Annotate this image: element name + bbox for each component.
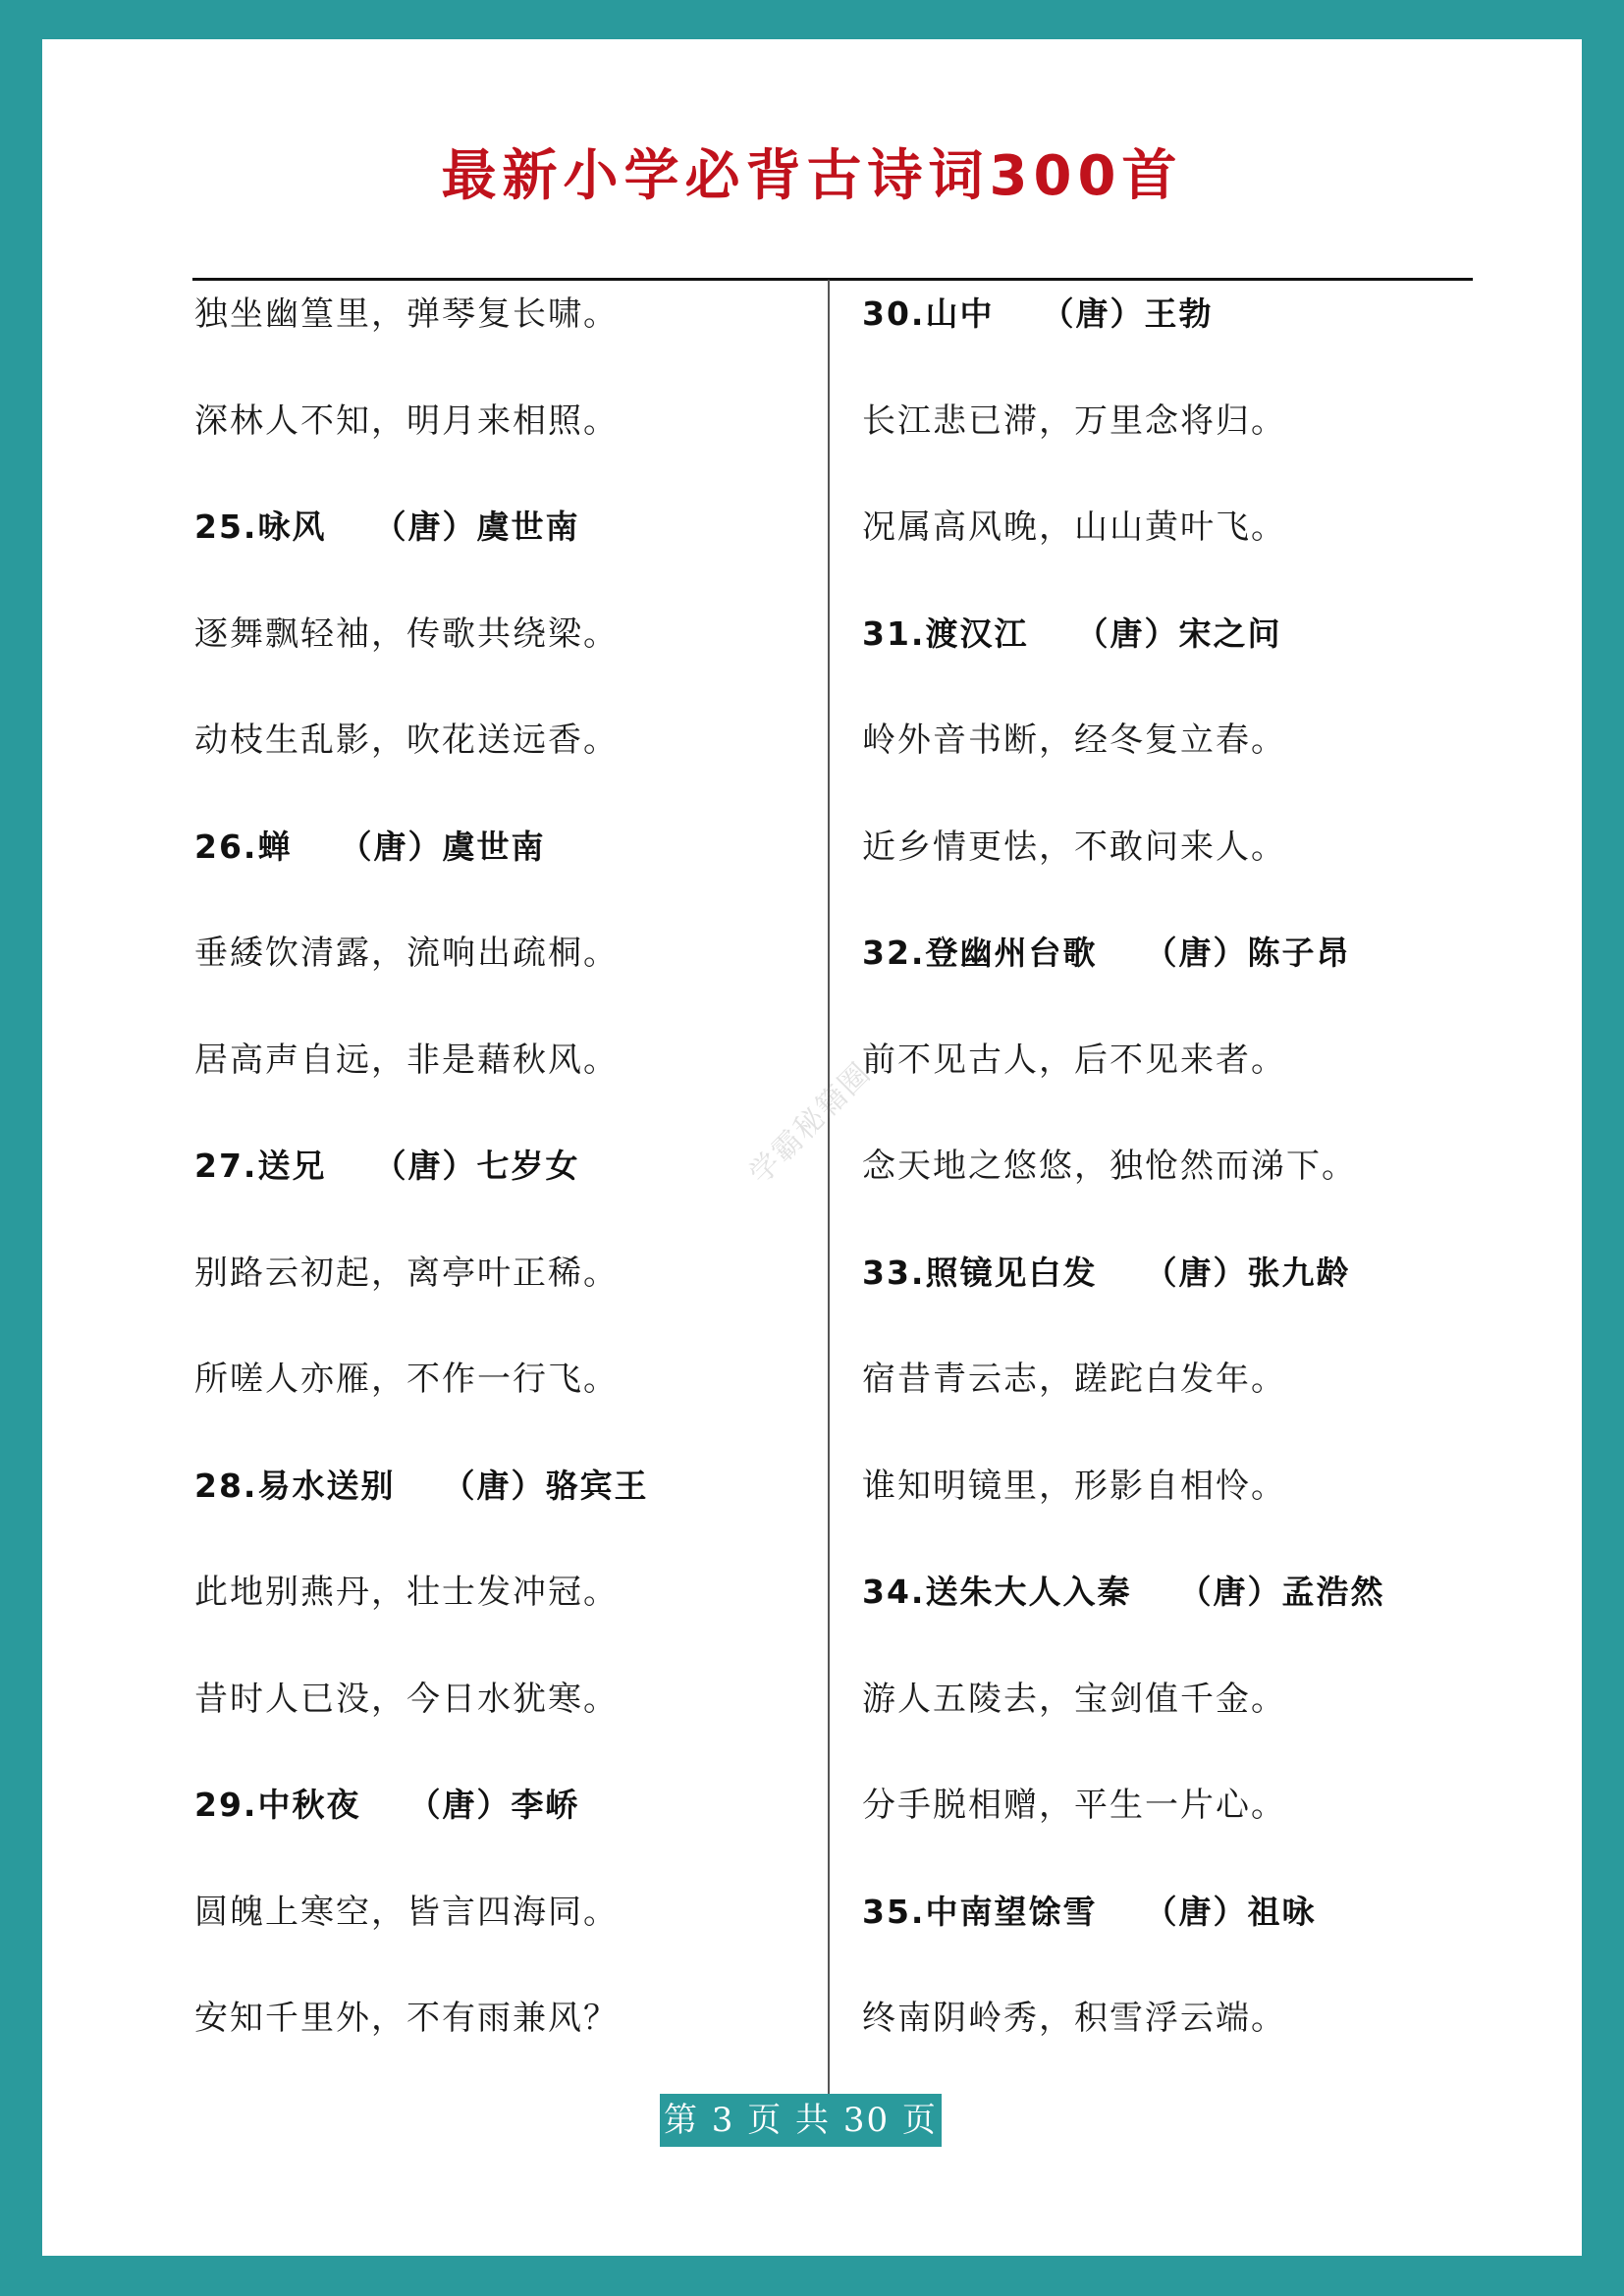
poem-verse-line: 别路云初起，离亭叶正稀。 xyxy=(194,1253,619,1293)
poem-title: 25.咏风 xyxy=(194,507,327,546)
poem-author: （唐）骆宾王 xyxy=(442,1466,649,1505)
column-divider xyxy=(828,280,830,2138)
page-number-footer: 第 3 页 共 30 页 xyxy=(660,2094,942,2147)
poem-heading xyxy=(862,1563,1471,1670)
poem-title: 27.送兄 xyxy=(194,1147,327,1185)
poem-title: 28.易水送别 xyxy=(194,1466,396,1505)
poem-verse-line: 垂緌饮清露，流响出疏桐。 xyxy=(194,934,619,973)
poem-heading xyxy=(862,924,1471,1031)
poem-verse-line: 终南阴岭秀，积雪浮云端。 xyxy=(862,1999,1286,2038)
poem-heading xyxy=(862,1244,1471,1351)
poem-title: 34.送朱大人入秦 xyxy=(862,1573,1132,1611)
poem-heading xyxy=(862,605,1471,712)
poem-verse-line: 逐舞飘轻袖，传歌共绕梁。 xyxy=(194,614,619,654)
poem-author: （唐）张九龄 xyxy=(1144,1253,1351,1292)
poem-verse-line: 动枝生乱影，吹花送远香。 xyxy=(194,721,619,760)
poem-title: 31.渡汉江 xyxy=(862,614,1029,653)
poem-title: 33.照镜见白发 xyxy=(862,1253,1098,1292)
poem-author: （唐）七岁女 xyxy=(373,1147,580,1185)
poem-verse-line: 长江悲已滞，万里念将归。 xyxy=(862,400,1286,441)
poem-heading xyxy=(194,818,813,925)
poem-author: （唐）李峤 xyxy=(407,1786,580,1824)
poem-heading xyxy=(194,1776,813,1883)
poem-verse-line: 独坐幽篁里，弹琴复长啸。 xyxy=(194,294,619,334)
poem-verse-line: 岭外音书断，经冬复立春。 xyxy=(862,721,1286,760)
poem-title: 32.登幽州台歌 xyxy=(862,934,1098,972)
watermark: 学霸秘籍圈 xyxy=(742,1055,879,1192)
poem-verse-line: 游人五陵去，宝剑值千金。 xyxy=(862,1679,1286,1719)
right-column xyxy=(862,285,1471,2096)
poem-author: （唐）虞世南 xyxy=(339,827,546,866)
poem-verse-line: 圆魄上寒空，皆言四海同。 xyxy=(194,1892,619,1932)
poem-heading xyxy=(862,1883,1471,1990)
poem-verse-line: 所嗟人亦雁，不作一行飞。 xyxy=(194,1360,619,1399)
poem-author: （唐）陈子昂 xyxy=(1144,934,1351,972)
poem-verse-line: 居高声自远，非是藉秋风。 xyxy=(194,1040,619,1080)
poem-verse-line: 分手脱相赠，平生一片心。 xyxy=(862,1786,1286,1825)
poem-verse-line: 前不见古人，后不见来者。 xyxy=(862,1040,1286,1080)
poem-author: （唐）祖咏 xyxy=(1144,1892,1317,1931)
poem-verse-line: 近乡情更怯，不敢问来人。 xyxy=(862,827,1286,867)
poem-verse-line: 此地别燕丹，壮士发冲冠。 xyxy=(194,1573,619,1612)
poem-verse-line: 况属高风晚，山山黄叶飞。 xyxy=(862,507,1286,547)
poem-author: （唐）孟浩然 xyxy=(1178,1573,1385,1611)
poem-author: （唐）宋之问 xyxy=(1075,614,1282,653)
left-column xyxy=(194,285,813,2096)
poem-verse-line: 谁知明镜里，形影自相怜。 xyxy=(862,1466,1286,1506)
poem-author: （唐）虞世南 xyxy=(373,507,580,546)
poem-title: 26.蝉 xyxy=(194,827,293,866)
poem-author: （唐）王勃 xyxy=(1041,294,1214,333)
poem-verse-line: 昔时人已没，今日水犹寒。 xyxy=(194,1679,619,1719)
poem-heading xyxy=(862,285,1471,392)
poem-verse-line: 深林人不知，明月来相照。 xyxy=(194,400,619,441)
poem-verse-line: 宿昔青云志，蹉跎白发年。 xyxy=(862,1360,1286,1399)
poem-heading xyxy=(194,498,813,605)
document-page xyxy=(42,39,1582,2256)
poem-verse-line: 念天地之悠悠，独怆然而涕下。 xyxy=(862,1147,1357,1186)
poem-title: 29.中秋夜 xyxy=(194,1786,361,1824)
poem-title: 35.中南望馀雪 xyxy=(862,1892,1098,1931)
poem-heading xyxy=(194,1457,813,1564)
poem-title: 30.山中 xyxy=(862,294,995,333)
title-rule xyxy=(192,278,1473,281)
poem-verse-line: 安知千里外，不有雨兼风？ xyxy=(194,1999,619,2038)
poem-heading xyxy=(194,1137,813,1244)
page-title: 最新小学必背古诗词300首 xyxy=(441,144,1183,208)
